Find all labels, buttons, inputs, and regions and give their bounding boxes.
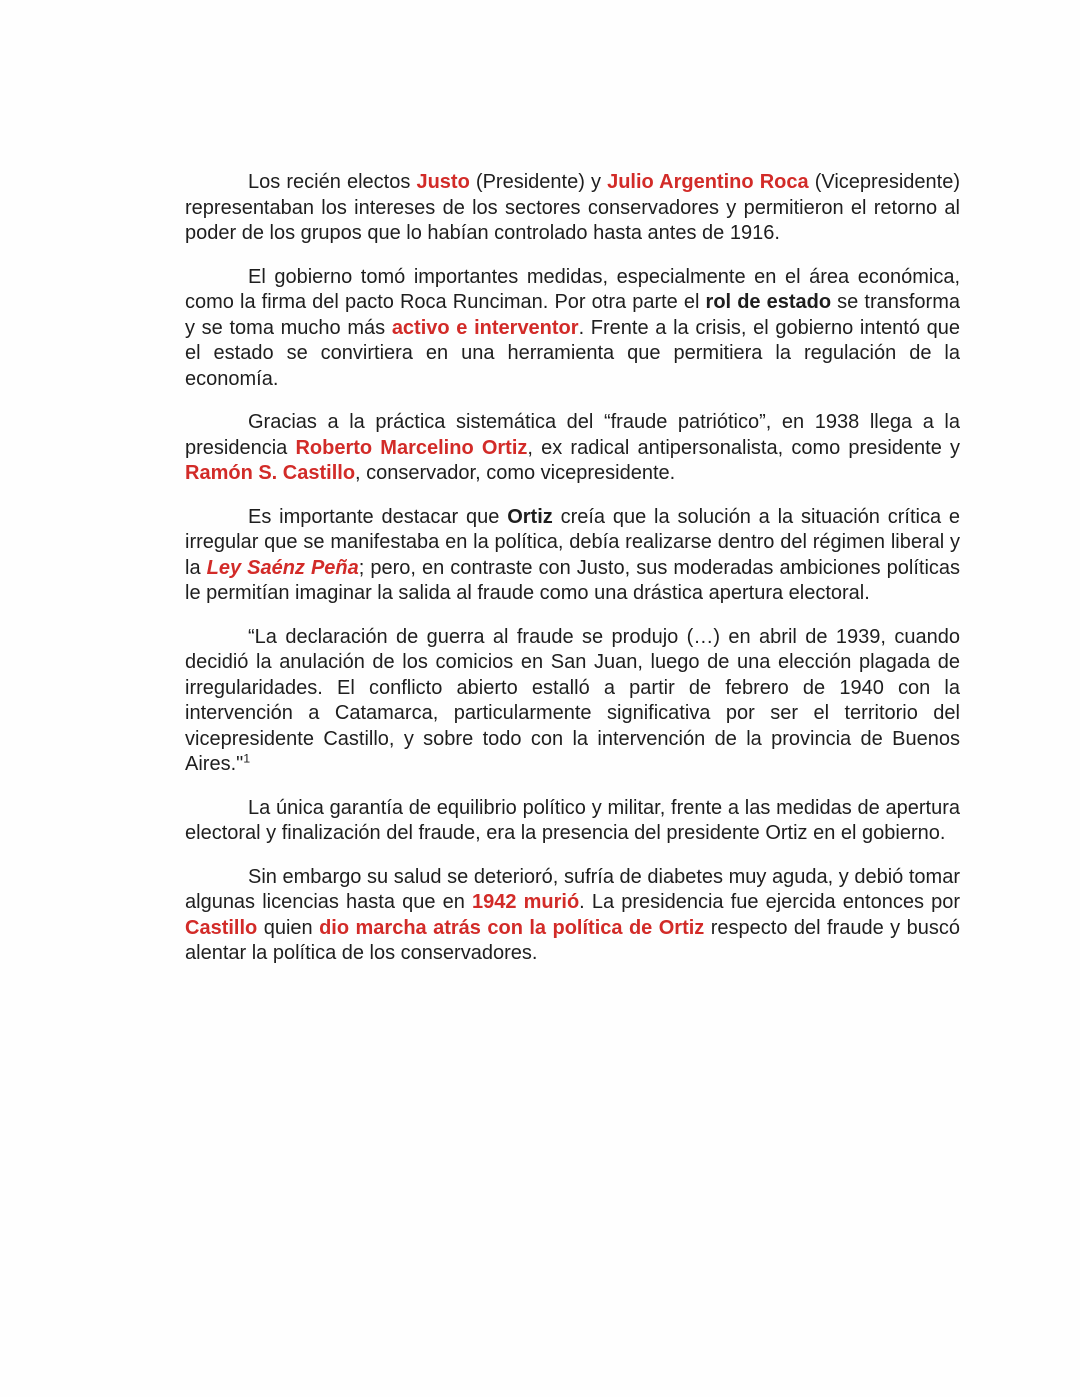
paragraph: Los recién electos Justo (Presidente) y Julio Argentino Roca (Vicepresidente) representaban los intereses de los sectores conservadores y permitieron el retorno al poder de los grupos que lo habían controlado hasta antes de 1916. [185,171,960,244]
paragraph: Es importante destacar que Ortiz creía que la solución a la situación crítica e irregular que se manifestaba en la política, debía realizarse dentro del régimen liberal y la Ley Saénz Peña; pero, en contraste con Justo, sus moderadas ambiciones políticas le permitían imaginar la salida al fraude como una drástica apertura electoral. [185,505,961,604]
paragraph: El gobierno tomó importantes medidas, especialmente en el área económica, como la firma del pacto Roca Runciman. Por otra parte el rol de estado se transforma y se toma mucho más activo e interventor. Frente a la crisis, el gobierno intentó que el estado se convirtiera en una herramienta que permitiera la regulación de la economía. [185,265,960,390]
paragraph: Gracias a la práctica sistemática del “fraude patriótico”, en 1938 llega a la presidencia Roberto Marcelino Ortiz, ex radical antipersonalista, como presidente y Ramón S. Castillo, conservador, como vicepresidente. [185,411,960,484]
paragraph: Sin embargo su salud se deterioró, sufría de diabetes muy aguda, y debió tomar algunas licencias hasta que en 1942 murió. La presidencia fue ejercida entonces por Castillo quien dio marcha atrás con la política de Ortiz respecto del fraude y buscó alentar la política de los conservadores. [185,865,960,964]
paragraph: “La declaración de guerra al fraude se produjo (…) en abril de 1939, cuando decidió la anulación de los comicios en San Juan, luego de una elección plagada de irregularidades. El conflicto abierto estalló a partir de febrero de 1940 con la intervención a Catamarca, particularmente significativa por ser el territorio del vicepresidente Castillo, y sobre todo con la intervención de la provincia de Buenos Aires."$^1$ [185,625,960,775]
document-body [185,170,960,985]
paragraph: La única garantía de equilibrio político y militar, frente a las medidas de apertura electoral y finalización del fraude, era la presencia del presidente Ortiz en el gobierno. [185,796,960,844]
